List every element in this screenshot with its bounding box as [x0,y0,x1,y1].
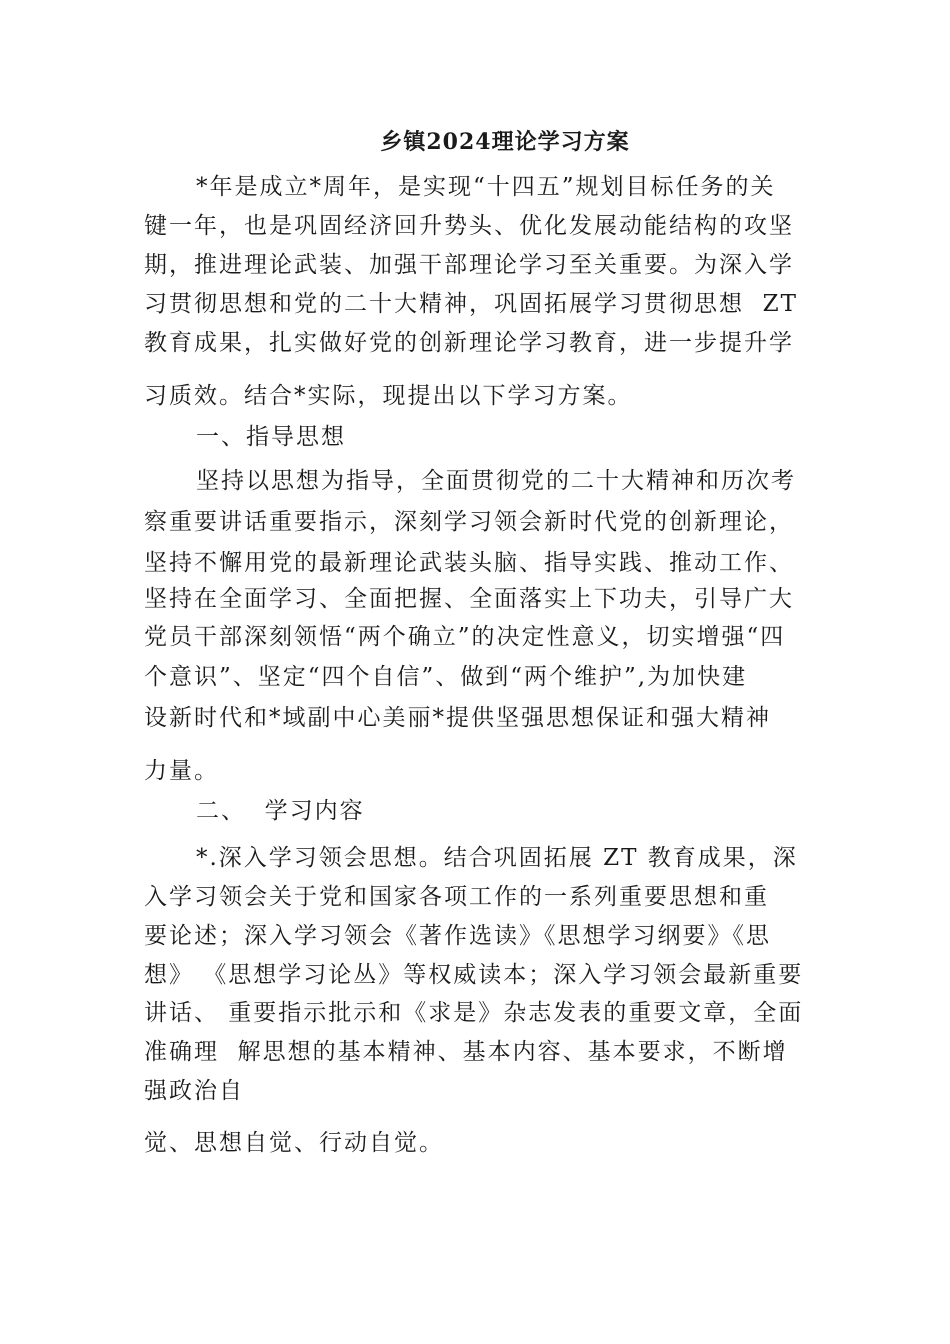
paragraph-line: 讲话、 重要指示批示和《求是》杂志发表的重要文章，全面 [144,1000,804,1026]
paragraph-line: 个意识”、坚定“四个自信”、做到“两个维护”,为加快建 [144,664,748,690]
paragraph-line: *年是成立*周年，是实现“十四五”规划目标任务的关 [196,174,776,200]
paragraph-line: 坚持在全面学习、全面把握、全面落实上下功夫，引导广大 [144,586,794,612]
paragraph-line: 入学习领会关于党和国家各项工作的一系列重要思想和重 [144,884,769,910]
paragraph-line: 习贯彻思想和党的二十大精神，巩固拓展学习贯彻思想 ZT [144,291,798,317]
paragraph-line: 党员干部深刻领悟“两个确立”的决定性意义，切实增强“四 [144,624,786,650]
paragraph-line: 察重要讲话重要指示，深刻学习领会新时代党的创新理论， [144,509,794,535]
paragraph-line: 准确理 解思想的基本精神、基本内容、基本要求，不断增 [144,1039,788,1065]
section-heading: 二、 学习内容 [196,798,365,824]
paragraph-line: 键一年，也是巩固经济回升势头、优化发展动能结构的攻坚 [144,213,794,239]
paragraph-line: 力量。 [144,758,219,784]
paragraph-line: 期，推进理论武装、加强干部理论学习至关重要。为深入学 [144,252,794,278]
paragraph-line: 觉、思想自觉、行动自觉。 [144,1130,444,1156]
paragraph-line: 教育成果，扎实做好党的创新理论学习教育，进一步提升学 [144,330,794,356]
paragraph-line: 强政治自 [144,1078,244,1104]
paragraph-line: 要论述；深入学习领会《著作选读》《思想学习纲要》《思 [144,923,771,949]
paragraph-line: 坚持不懈用党的最新理论武装头脑、指导实践、推动工作、 [144,550,794,576]
paragraph-line: *.深入学习领会思想。结合巩固拓展 ZT 教育成果，深 [196,845,798,871]
paragraph-line: 设新时代和*域副中心美丽*提供坚强思想保证和强大精神 [144,705,771,731]
section-heading: 一、指导思想 [196,424,346,450]
paragraph-line: 习质效。结合*实际，现提出以下学习方案。 [144,383,633,409]
paragraph-line: 坚持以思想为指导，全面贯彻党的二十大精神和历次考 [196,468,796,494]
document-title: 乡镇2024理论学习方案 [380,129,630,155]
paragraph-line: 想》 《思想学习论丛》等权威读本；深入学习领会最新重要 [144,962,804,988]
